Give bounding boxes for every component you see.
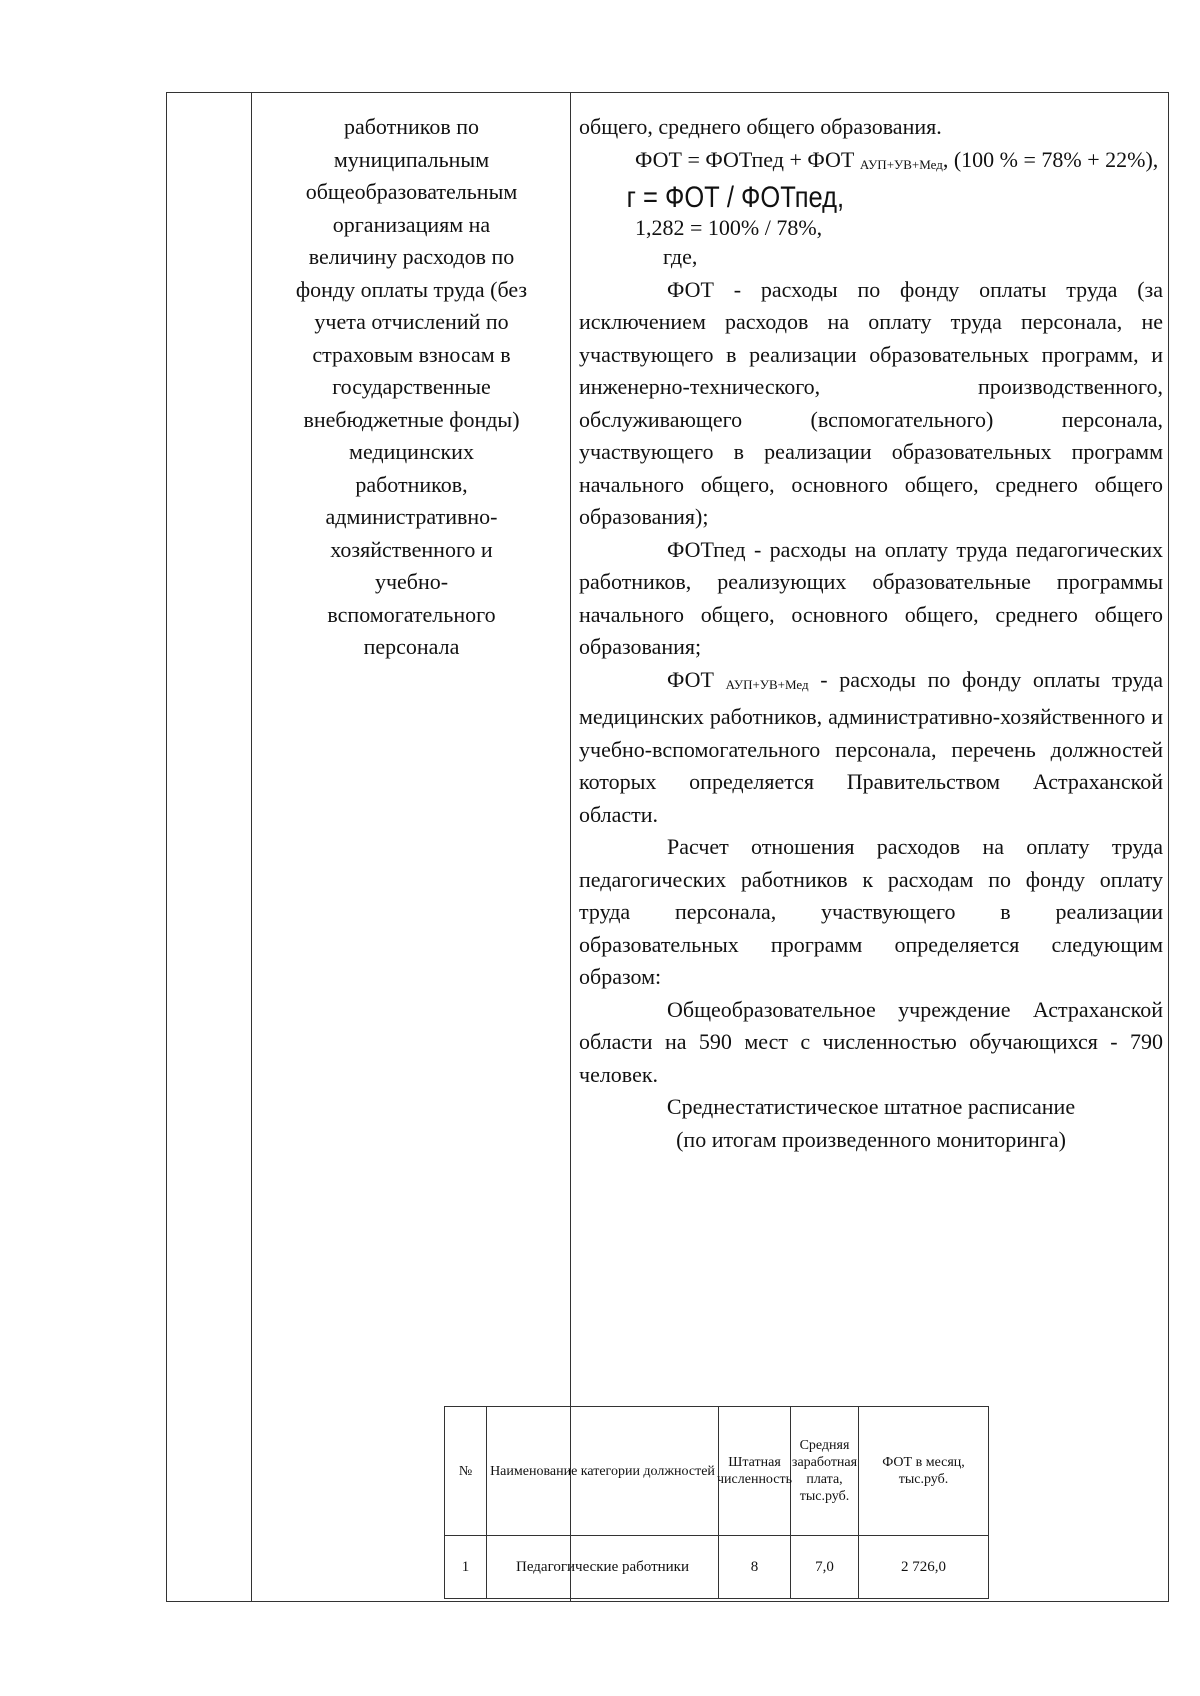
left-line: административно- [325, 504, 498, 529]
formula-ratio: г = ФОТ / ФОТпед, [626, 181, 845, 214]
header-fot-month: ФОТ в месяц, тыс.руб. [859, 1407, 989, 1536]
left-line: хозяйственного и [330, 536, 493, 562]
left-line: государственные [332, 374, 491, 399]
left-line: учета отчислений по [314, 309, 509, 334]
left-line: общеобразовательным [305, 179, 518, 204]
table-row [445, 1536, 989, 1599]
paragraph-continuation: общего, среднего общего образования. [579, 114, 942, 139]
left-line: страховым взносам в [312, 341, 511, 367]
formula-fot-tail: , (100 % = 78% + 22%), [942, 146, 1159, 172]
left-line: организациям на [332, 211, 491, 237]
left-line: величину расходов по [308, 244, 515, 269]
definition-fot-ped: ФОТпед - расходы на оплату труда педагогических работников, реализующих образовательные программы начального общего, основного общего, среднего общего образования; [579, 536, 1163, 659]
staffing-table [444, 1406, 989, 1599]
cell-avg-salary: 7,0 [791, 1536, 859, 1599]
left-line: муниципальным [333, 146, 490, 172]
header-number: № [445, 1407, 487, 1536]
header-category: Наименование категории должностей [487, 1407, 719, 1536]
cell-staff-count: 8 [719, 1536, 791, 1599]
cell-category: Педагогические работники [487, 1536, 719, 1599]
cell-number: 1 [445, 1536, 487, 1599]
header-staff-count [719, 1407, 791, 1536]
def3-main: ФОТ [667, 666, 714, 692]
header-avg-salary [791, 1407, 859, 1536]
left-line: внебюджетные фонды) [303, 406, 520, 432]
table-caption [579, 1091, 1163, 1156]
left-line: медицинских [349, 439, 474, 464]
formula-fot [579, 144, 1163, 182]
cell-fot-month: 2 726,0 [859, 1536, 989, 1599]
header-staff-count-text: Штатная численность [717, 1455, 792, 1487]
right-text-column [579, 111, 1163, 1156]
def3-tail: - расходы по фонду оплаты труда медицинских работников, административно-хозяйственного и учебно-вспомогательного персонала, перечень должностей которых определяется Правительством Астраханской области. [579, 666, 1163, 827]
formula-fot-subscript: АУП+УВ+Мед [859, 156, 943, 172]
header-avg-salary-text: Средняя заработная плата, тыс.руб. [791, 1438, 858, 1504]
left-line: работников, [355, 471, 468, 497]
caption-line-2: (по итогам произведенного мониторинга) [676, 1126, 1066, 1152]
left-line: фонду оплаты труда (без [295, 276, 528, 302]
left-line: вспомогательного [327, 601, 496, 627]
def3-subscript: АУП+УВ+Мед [725, 676, 809, 692]
left-line: учебно- [374, 569, 449, 594]
table-header-row [445, 1407, 989, 1536]
left-line: работников по [343, 114, 480, 139]
formula-ratio-values: 1,282 = 100% / 78%, [635, 215, 823, 240]
left-text-column [253, 111, 570, 664]
column-divider-1 [251, 93, 252, 1601]
caption-line-1: Среднестатистическое штатное расписание [666, 1094, 1076, 1119]
document-frame [166, 92, 1169, 1602]
left-line: персонала [363, 634, 460, 659]
column-divider-2 [570, 93, 571, 1601]
paragraph-calculation: Расчет отношения расходов на оплату труда педагогических работников к расходам по фонду оплату труда персонала, участвующего в реализации образовательных программ определяется следующим образом: [579, 834, 1163, 989]
formula-fot-main: ФОТ = ФОТпед + ФОТ [635, 146, 855, 172]
where-label: где, [663, 244, 698, 269]
definition-fot: ФОТ - расходы по фонду оплаты труда (за исключением расходов на оплату труда персонала, не участвующего в реализации образовательных программ, и инженерно-технического, производственного, обслуживающего (вспомогательного) персонала, участвующего в реализации образовательных программ начального общего, основного общего, среднего общего образования); [579, 276, 1163, 529]
paragraph-school: Общеобразовательное учреждение Астраханской области на 590 мест с численностью обучающихся - 790 человек. [579, 996, 1163, 1087]
definition-fot-aup [579, 664, 1163, 832]
